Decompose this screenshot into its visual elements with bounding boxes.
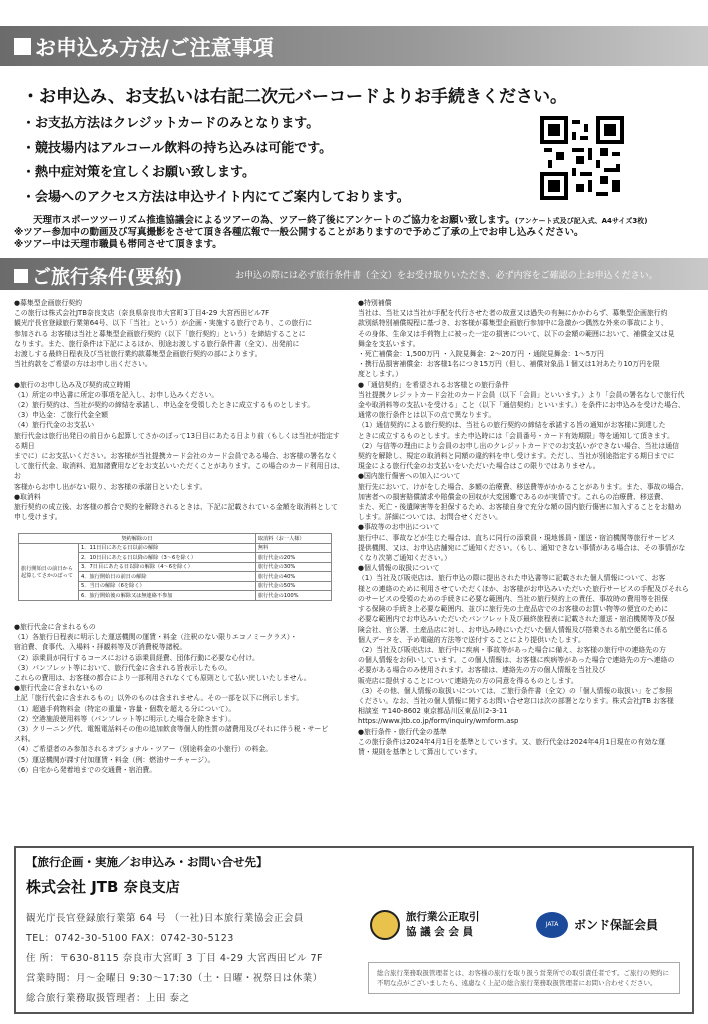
terms-line: （1）超過手荷物料金（特定の重量・容量・個数を超える分について）。 bbox=[14, 704, 236, 713]
terms-line: 加害者への損害賠償請求や賠償金の回収が大変困難であるのが実情です。これらの治療費、移送費、 bbox=[358, 492, 668, 501]
terms-line: 販売店に提供することについて連絡先の方の同意を得るものとします。 bbox=[358, 676, 578, 685]
terms-line: 旅行契約の成立後、お客様の都合で契約を解除されるときは、下記に記載されている金額を取消料として bbox=[14, 503, 338, 512]
company-name: 株式会社 JTB 奈良支店 bbox=[26, 878, 180, 896]
terms-line: 相談室 〒140-8602 東京都品川区東品川2-3-11 bbox=[358, 707, 508, 716]
table-cell: 4．旅行開始日の前日の解除 bbox=[79, 572, 256, 582]
section-header-application bbox=[0, 26, 708, 66]
terms-line bbox=[14, 369, 346, 379]
terms-line: 度とします。） bbox=[358, 370, 403, 379]
terms-line: 上記「旅行代金に含まれるもの」以外のものは含まれません。その一部を以下に例示します。 bbox=[14, 694, 304, 703]
table-cell: 6．旅行開始後の解除又は無連絡不参加 bbox=[79, 591, 256, 601]
terms-line: この旅行条件は2024年4月1日を基準としています。又、旅行代金は2024年4月1日現在の有効な運 bbox=[358, 737, 666, 746]
table-cell: 旅行代金の40% bbox=[255, 572, 331, 582]
terms-line: お渡しする最終日程表及び当社旅行業約款募集型企画旅行契約の部によります。 bbox=[14, 350, 262, 359]
contact-line: 観光庁長官登録旅行業第 64 号 （一社)日本旅行業協会正会員 bbox=[26, 913, 304, 924]
terms-line: （3）その他、個人情報の取扱いについては、ご旅行条件書（全文）の「個人情報の取扱い」をご参照 bbox=[358, 686, 673, 695]
bullet-list bbox=[22, 112, 522, 210]
terms-line: ●旅行代金に含まれないもの bbox=[14, 684, 103, 693]
terms-line: して旅行代金、取消料、追加諸費用などをお支払いいただくことがあります。この場合のカード利用日は、お bbox=[14, 462, 345, 481]
table-cell: 旅行代金の50% bbox=[255, 581, 331, 591]
section-note: お申込の際には必ず旅行条件書（全文）をお受け取りいただき、必ず内容をご確認の上お申込ください。 bbox=[235, 271, 658, 281]
terms-line: 険会社、官公署、土産品店に対し、お申込み時にいただいた個人情報及び搭乗される航空便名に係る bbox=[358, 625, 669, 634]
table-header: 取消料（お一人様） bbox=[255, 534, 331, 544]
terms-line: 通常の旅行条件とは以下の点で異なります。 bbox=[358, 411, 496, 420]
terms-line: ●募集型企画旅行契約 bbox=[14, 299, 83, 307]
table-cell: 旅行代金の20% bbox=[255, 553, 331, 563]
table-cell: 1．11日目にあたる日以前の解除 bbox=[79, 543, 256, 553]
qr-code-icon[interactable] bbox=[540, 116, 624, 200]
terms-line: 旅行代金は旅行出発日の前日から起算してさかのぼって13日目にあたる日より前（もしくは当社が指定する期日 bbox=[14, 431, 340, 450]
table-side-label: 旅行開始日の前日から起算してさかのぼって bbox=[19, 543, 79, 600]
terms-line: （1）所定の申込書に所定の事項を記入し、お申し込みください。 bbox=[14, 390, 219, 399]
square-icon bbox=[14, 38, 31, 55]
contact-phone[interactable]: TEL：0742-30-5100 FAX：0742-30-5123 bbox=[26, 933, 234, 944]
terms-line: これらの費用は、お客様の都合により一部利用されなくても原則として払い戻しいたしません。 bbox=[14, 674, 311, 683]
left-column-inclusions bbox=[14, 622, 348, 775]
terms-line: くなり次第ご通知ください。） bbox=[358, 554, 452, 563]
manager-footnote: 総合旅行業務取扱管理者とは、お客様の旅行を取り扱う営業所での取引責任者です。ご旅行の契約に不明な点がございましたら、遠慮なく上記の総合旅行業務取扱管理者にお問い合わせください。 bbox=[368, 962, 680, 994]
table-cell: 無料 bbox=[255, 543, 331, 553]
terms-line: ●旅行のお申し込み及び契約成立時期 bbox=[14, 380, 131, 389]
bullet-item: ・熱中症対策を宜しくお願い致します。 bbox=[22, 165, 255, 180]
terms-line: 舞金を支払います。 bbox=[358, 339, 420, 348]
terms-line: 契約を解除し、規定の取消料と同額の違約料を申し受けます。ただし、当社が別途指定する期日までに bbox=[358, 452, 675, 461]
table-header-row bbox=[19, 534, 332, 544]
terms-line: （2）添乗員が同行するコースにおける添乗員経費、団体行動に必要な心付け。 bbox=[14, 653, 259, 662]
terms-line: する保険の手続き上必要な範囲内、並びに旅行先の土産品店でのお客様のお買い物等の便宜のために bbox=[358, 605, 669, 614]
terms-line: （3）申込金：ご旅行代金全額 bbox=[14, 411, 108, 420]
section-title: ご旅行条件(要約) bbox=[14, 262, 182, 289]
terms-line: します。詳細については、お問合せください。 bbox=[358, 513, 503, 522]
terms-line: ●事故等のお申出について bbox=[358, 523, 440, 532]
terms-line: （5）運送機関が課す付加運賃・料金（例：燃油サーチャージ）。 bbox=[14, 755, 215, 764]
contact-address: 住 所：〒630-8115 奈良市大宮町 3 丁目 4-29 大宮西田ビル 7F bbox=[26, 953, 323, 964]
terms-line: （2）旅行契約は、当社が契約の締結を承諾し、申込金を受領したときに成立するものとします。 bbox=[14, 401, 315, 410]
note-staff: ※ツアー中は天理市職員も帯同させて頂きます。 bbox=[14, 239, 222, 250]
terms-line: 款別紙特別補償規程に基づき、お客様が募集型企画旅行参加中に急激かつ偶然な外来の事故により、 bbox=[358, 319, 668, 328]
terms-line: の個人情報をお伺いしています。この個人情報は、お客様に疾病等があった場合で連絡先の方へ連絡の bbox=[358, 656, 675, 665]
fair-trade-logo-icon bbox=[370, 910, 400, 940]
table-cell: 3．7日目にあたる日以降の解除（4～6を除く） bbox=[79, 562, 256, 572]
terms-line: ときに成立するものとします。また申込時には「会員番号・カード有効期限」等を通知して頂きます。 bbox=[358, 431, 674, 440]
terms-line: また、死亡・後遺障害等を担保するため、お客様自身で充分な額の国内旅行傷害に加入することをお勧め bbox=[358, 503, 682, 512]
bullet-item: ・会場へのアクセス方法は申込サイト内にてご案内しております。 bbox=[22, 189, 410, 205]
terms-line: 申し受けます。 bbox=[14, 513, 62, 522]
cancellation-table bbox=[18, 533, 332, 601]
terms-line: （4）旅行代金のお支払い bbox=[14, 421, 95, 430]
terms-line: （2）当社及び販売店は、旅行中に疾病・事故等があった場合に備え、お客様の旅行中の連絡先の方 bbox=[358, 645, 666, 654]
terms-line: ●「通信契約」を希望されるお客様との旅行条件 bbox=[358, 380, 509, 389]
table-cell: 5．当日の解除（6を除く） bbox=[79, 581, 256, 591]
terms-line: この旅行は株式会社JTB奈良支店（奈良県奈良市大宮町3丁目4-29 大宮西田ビル7F bbox=[14, 309, 270, 318]
terms-line: （2）与信等の理由により会員のお申し出のクレジットカードでのお支払いができない場合、当社は通信 bbox=[358, 441, 679, 450]
terms-line: 当社提携クレジットカード会社のカード会員（以下「会員」といいます。）より「会員の署名なしで旅行代 bbox=[358, 390, 685, 399]
terms-line: ・死亡補償金：1,500万円 ・入院見舞金：2～20万円 ・通院見舞金：1～5万円 bbox=[358, 350, 604, 359]
note-survey: 天理市スポーツツーリズム推進協議会によるツアーの為、ツアー終了後にアンケートのご協力をお願い致します。(アンケート式及び記入式、A4サイズ3枚) bbox=[33, 215, 648, 226]
contact-box bbox=[14, 846, 694, 1014]
terms-line: （1）通信契約による旅行契約は、当社らの旅行契約の締結を承諾する旨の通知がお客様に到達した bbox=[358, 421, 666, 430]
terms-line: ス料。 bbox=[14, 735, 35, 744]
terms-line: ください。なお、当社の個人情報に関するお問い合せ窓口は次の部署となります。株式会社JTB お客様 bbox=[358, 696, 674, 705]
table-row bbox=[19, 543, 332, 553]
bullet-item: ・競技場内はアルコール飲料の持ち込みは可能です。 bbox=[22, 140, 333, 156]
right-column-terms bbox=[358, 298, 696, 757]
fair-trade-label: 旅行業公正取引 協 議 会 会 員 bbox=[406, 911, 480, 938]
terms-line: までに）にお支払いください。お客様が当社提携カード会社のカード会員である場合、お客様の署名なく bbox=[14, 452, 338, 461]
terms-line: 様との連絡のために利用させていただくほか、お客様がお申込みいただいた旅行サービスの手配及びそれら bbox=[358, 584, 689, 593]
terms-line: （3）パンフレット等において、旅行代金に含まれる旨表示したもの。 bbox=[14, 663, 232, 672]
terms-line: （4）ご希望者のみ参加されるオプショナル・ツアー（別途料金の小旅行）の料金。 bbox=[14, 745, 273, 754]
bullet-item: ・お支払方法はクレジットカードのみとなります。 bbox=[22, 116, 320, 131]
section-title: お申込み方法/ご注意事項 bbox=[14, 32, 274, 62]
branch-name: 奈良支店 bbox=[123, 880, 180, 896]
contact-heading: 【旅行企画・実施／お申込み・お問い合せ先】 bbox=[26, 855, 268, 869]
table-cell: 旅行代金の30% bbox=[255, 562, 331, 572]
terms-line: ●個人情報の取扱について bbox=[358, 564, 440, 573]
terms-line: 個人データを、予め電磁的方法等で送付することにより提供いたします。 bbox=[358, 635, 585, 644]
terms-line: ●旅行条件・旅行代金の基準 bbox=[358, 727, 447, 736]
table-cell: 2．10日目にあたる日以降の解除（3～6を除く） bbox=[79, 553, 256, 563]
terms-line: 観光庁長官登録旅行業第64号、以下「当社」という）が企画・実施する旅行であり、この旅行に bbox=[14, 319, 313, 328]
terms-line: （6）自宅から発着地までの交通費・宿泊費。 bbox=[14, 765, 157, 774]
terms-line: なります。また、旅行条件は下記によるほか、別途お渡しする旅行条件書（全文）、出発前に bbox=[14, 339, 300, 348]
terms-line: 当社は、当社又は当社が手配を代行させた者の故意又は過失の有無にかかわらず、募集型企画旅行約 bbox=[358, 309, 668, 318]
terms-line: https://www.jtb.co.jp/form/inquiry/wmform.asp bbox=[358, 717, 519, 726]
left-column-terms bbox=[14, 298, 346, 522]
terms-line: 現金による旅行代金のお支払いをいただいた場合はこの限りではありません。 bbox=[358, 462, 600, 471]
table-header: 契約解除の日 bbox=[19, 534, 256, 544]
terms-line: ●取消料 bbox=[14, 492, 41, 501]
terms-line: （1）各旅行日程表に明示した運送機関の運賃・料金（注釈のない限りエコノミークラス）・ bbox=[14, 633, 298, 642]
note-survey-small: (アンケート式及び記入式、A4サイズ3枚) bbox=[514, 217, 648, 225]
jata-logo-icon: JATA bbox=[536, 912, 568, 938]
terms-line: ●特別補償 bbox=[358, 299, 392, 307]
terms-line: のサービスの受領のための手続きに必要な範囲内、当社の旅行契約上の責任、事故時の費用等を担保 bbox=[358, 594, 669, 603]
table-cell: 旅行代金の100% bbox=[255, 591, 331, 601]
terms-line: ●国内旅行傷害への加入について bbox=[358, 472, 461, 481]
terms-line: （2）空港施設使用料等（パンフレット等に明示した場合を除きます）。 bbox=[14, 714, 236, 723]
terms-line: ●旅行代金に含まれるもの bbox=[14, 623, 96, 631]
terms-line: ・携行品損害補償金：お客様1名につき15万円（但し、補償対象品１個又は1対あたり10万円を限 bbox=[358, 360, 660, 369]
terms-line: 提供機関、又は、お申込店舗宛にご通知ください。（もし、通知できない事情がある場合は、その事情がな bbox=[358, 543, 686, 552]
square-icon bbox=[14, 269, 28, 283]
terms-line: 必要がある場合のみ使用されます。お客様は、連絡先の方の個人情報を当社及び bbox=[358, 666, 606, 675]
terms-line: 旅行中に、事故などが生じた場合は、直ちに同行の添乗員・現地係員・運送・宿泊機関等旅行サービス bbox=[358, 533, 675, 542]
contact-hours: 営業時間：月～金曜日 9:30～17:30（土・日曜・祝祭日は休業） bbox=[26, 973, 323, 984]
terms-line: 参加される お客様は当社と募集型企画旅行契約（以下「旅行契約」という）を締結することに bbox=[14, 329, 306, 338]
terms-line: 賃・規則を基準として算出しています。 bbox=[358, 747, 482, 756]
terms-line: 当社約款をご希望の方はお申し出ください。 bbox=[14, 360, 152, 369]
terms-line: 金や取消料等の支払いを受ける」こと（以下「通信契約」といいます。）を条件にお申込みを受けた場合、 bbox=[358, 401, 685, 410]
terms-line: 旅行先において、けがをした場合、多額の治療費、移送費等がかかることがあります。また、事故の場合、 bbox=[358, 482, 689, 491]
section-header-conditions bbox=[0, 258, 708, 290]
contact-manager: 総合旅行業務取扱管理者：上田 泰之 bbox=[26, 993, 190, 1004]
note-photography: ※ツアー参加中の動画及び写真撮影をさせて頂き各種広報で一般公開することがありますので予めご了承の上でお申し込みください。 bbox=[14, 227, 584, 238]
terms-line: その身体、生命又は手荷物上に被った一定の損害について、以下の金額の範囲において、補償金又は見 bbox=[358, 329, 675, 338]
terms-line: 必要な範囲内でお申込みいただいたパンフレット及び最終旅程表に記載された運送・宿泊機関等及び保 bbox=[358, 615, 675, 624]
main-instruction: ・お申込み、お支払いは右記二次元バーコードよりお手続きください。 bbox=[22, 87, 568, 107]
terms-line: 宿泊費、食事代、入場料・拝観料等及び消費税等諸税。 bbox=[14, 643, 187, 652]
terms-line: （1）当社及び販売店は、旅行申込の際に提出された申込書等に記載された個人情報について、お客 bbox=[358, 574, 666, 583]
bond-label: ボンド保証会員 bbox=[574, 918, 659, 932]
terms-line: （3）クリーニング代、電報電話料その他の追加飲食等個人的性質の諸費用及びそれに伴う税・サービ bbox=[14, 725, 329, 734]
terms-line: 客様からお申し出がない限り、お客様の承諾日といたします。 bbox=[14, 482, 207, 491]
